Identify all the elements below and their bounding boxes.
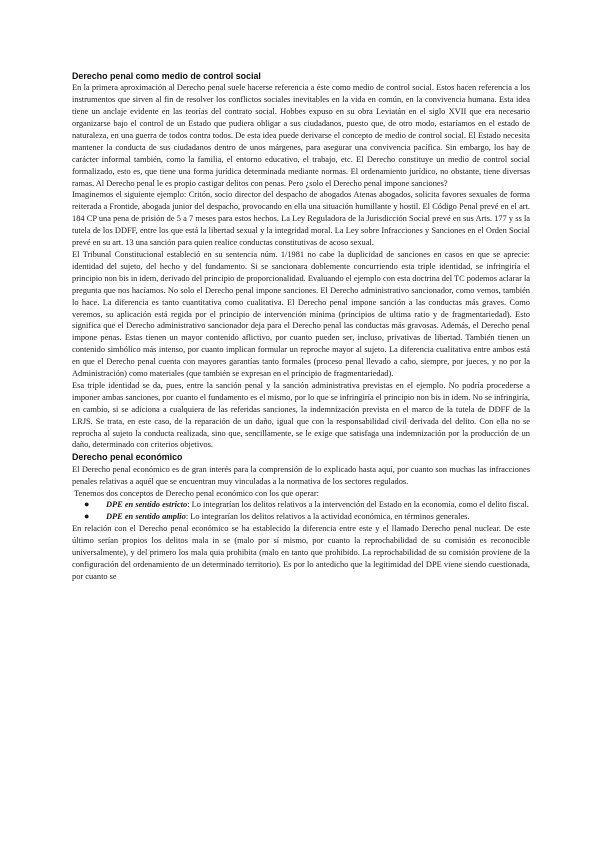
paragraph-tribunal-constitucional: El Tribunal Constitucional estableció en su sentencia núm. 1/1981 no cabe la duplicidad de sanciones en casos en que se aprecie: identidad del sujeto, del hecho y del fundamento. Si se sancionara doblemente concurriendo esta triple identidad, se infringiría el principio non bis in idem, derivado del principio de proporcionalidad. Evaluando el ejemplo con esta doctrina del TC podemos aclarar la pregunta que nos hacíamos. No solo el Derecho penal impone sanciones. El Derecho administrativo sancionador, como vemos, también lo hace. La diferencia es tanto cuantitativa como cualitativa. El Derecho penal impone sanción a las conductas más graves. Como veremos, su aplicación está regida por el principio de intervención mínima (principios de ultima ratio y de fragmentariedad). Esto significa que el Derecho administrativo sancionador deja para el Derecho penal las conductas más gravosas. Además, el Derecho penal impone penas. Estas tienen un mayor contenido aflictivo, por cuanto pueden ser, incluso, privativas de libertad. También tienen un contenido simbólico más intenso, por cuanto implican formular un reproche mayor al sujeto. La diferencia cualitativa entre ambos está en que el Derecho penal cuenta con mayores garantías tanto formales (proceso penal llevado a cabo, siempre, por jueces, y no por la Administración) como materiales (que también se expresan en el principio de fragmentariedad). — [72, 249, 531, 379]
list-item-text: : Lo integrarían los delitos relativos a la intervención del Estado en la economía, como el delito fiscal. — [187, 500, 529, 510]
bullet-icon: ● — [84, 499, 90, 510]
section-heading-control-social: Derecho penal como medio de control social — [72, 71, 261, 81]
dpe-concepts-list — [72, 499, 530, 523]
paragraph-example-criton: Imaginemos el siguiente ejemplo: Critón, socio director del despacho de abogados Atenas abogados, solicita favores sexuales de forma reiterada a Frontide, abogada junior del despacho, provocando en ella una situación humillante y hostil. El Código Penal prevé en el art. 184 CP una pena de prisión de 5 a 7 meses para estos hechos. La Ley Reguladora de la Jurisdicción Social prevé en sus Arts. 177 y ss la tutela de los DDFF, entre los que está la libertad sexual y la integridad moral. La Ley sobre Infracciones y Sanciones en el Orden Social prevé en su art. 13 una sanción para quien realice conductas constitutivas de acoso sexual. — [72, 190, 530, 248]
list-item-text: : Lo integrarían los delitos relativos a la actividad económica, en términos generales. — [185, 512, 470, 522]
list-item — [84, 499, 530, 511]
paragraph-intro-dpe: El Derecho penal económico es de gran interés para la comprensión de lo explicado hasta aquí, por cuanto son muchas las infracciones penales relativas a aquél que se encuentran muy vinculadas a la normativa de los sectores regulados. — [72, 464, 530, 486]
list-item-term: DPE en sentido amplio — [106, 512, 186, 522]
bullet-icon: ● — [84, 511, 90, 522]
paragraph-intro-control-social: En la primera aproximación al Derecho penal suele hacerse referencia a éste como medio de control social. Estos hacen referencia a los instrumentos que sirven al fin de resolver los conflictos sociales inevitables en la vida en común, en la convivencia humana. Esta idea tiene un anclaje evidente en las teorías del contrato social. Hobbes expuso en su obra Leviatán en el siglo XVII que era necesario organizarse bajo el control de un Estado que pudiera obligar a sus ciudadanos, puesto que, de otro modo, estaríamos en el estado de naturaleza, en una guerra de todos contra todos. De esta idea puede derivarse el concepto de medio de control social. El Estado necesita mantener la conducta de sus ciudadanos dentro de unos márgenes, para asegurar una convivencia pacífica. Sin embargo, los hay de carácter informal también, como la familia, el entorno educativo, el trabajo, etc. El Derecho constituye un medio de control social formalizado, esto es, que tiene una forma jurídica determinada mediante normas. El ordenamiento jurídico, no obstante, tiene diversas ramas. Al Derecho penal le es propio castigar delitos con penas. Pero ¿solo el Derecho penal impone sanciones? — [72, 83, 530, 188]
section-heading-derecho-penal-economico: Derecho penal económico — [72, 452, 183, 463]
paragraph-triple-identidad: Esa triple identidad se da, pues, entre la sanción penal y la sanción administrativa previstas en el ejemplo. No podría procederse a imponer ambas sanciones, por cuanto el fundamento es el mismo, por lo que se infringiría el principio non bis in idem. No se infringiría, en cambio, si se adiciona a cualquiera de las referidas sanciones, la indemnización prevista en el marco de la tutela de DDFF de la LRJS. Se trata, en este caso, de la reparación de un daño, igual que con la responsabilidad civil derivada del delito. Con ella no se reprocha al sujeto la conducta realizada, sino que, sencillamente, se le exige que satisfaga una indemnización por la producción de un daño, determinado con criterios objetivos. — [72, 380, 530, 450]
list-item-term: DPE en sentido estricto — [106, 500, 188, 510]
paragraph-dpe-concepts-lead: Tenemos dos conceptos de Derecho penal económico con los que operar: — [74, 488, 319, 498]
paragraph-dpe-vs-nuclear: En relación con el Derecho penal económico se ha establecido la diferencia entre este y el llamado Derecho penal nuclear. De este último serían propios los delitos mala in se (malo por sí mismo, por cuanto la reprochabilidad de su comisión es reconocible universalmente), y del primero los mala quia prohibita (malo en tanto que prohibido. La reprochabilidad de su comisión proviene de la configuración del ordenamiento de un determinado territorio). Es por lo antedicho que la legitimidad del DPE viene siendo cuestionada, por cuanto se — [72, 524, 530, 581]
list-item — [84, 511, 530, 523]
